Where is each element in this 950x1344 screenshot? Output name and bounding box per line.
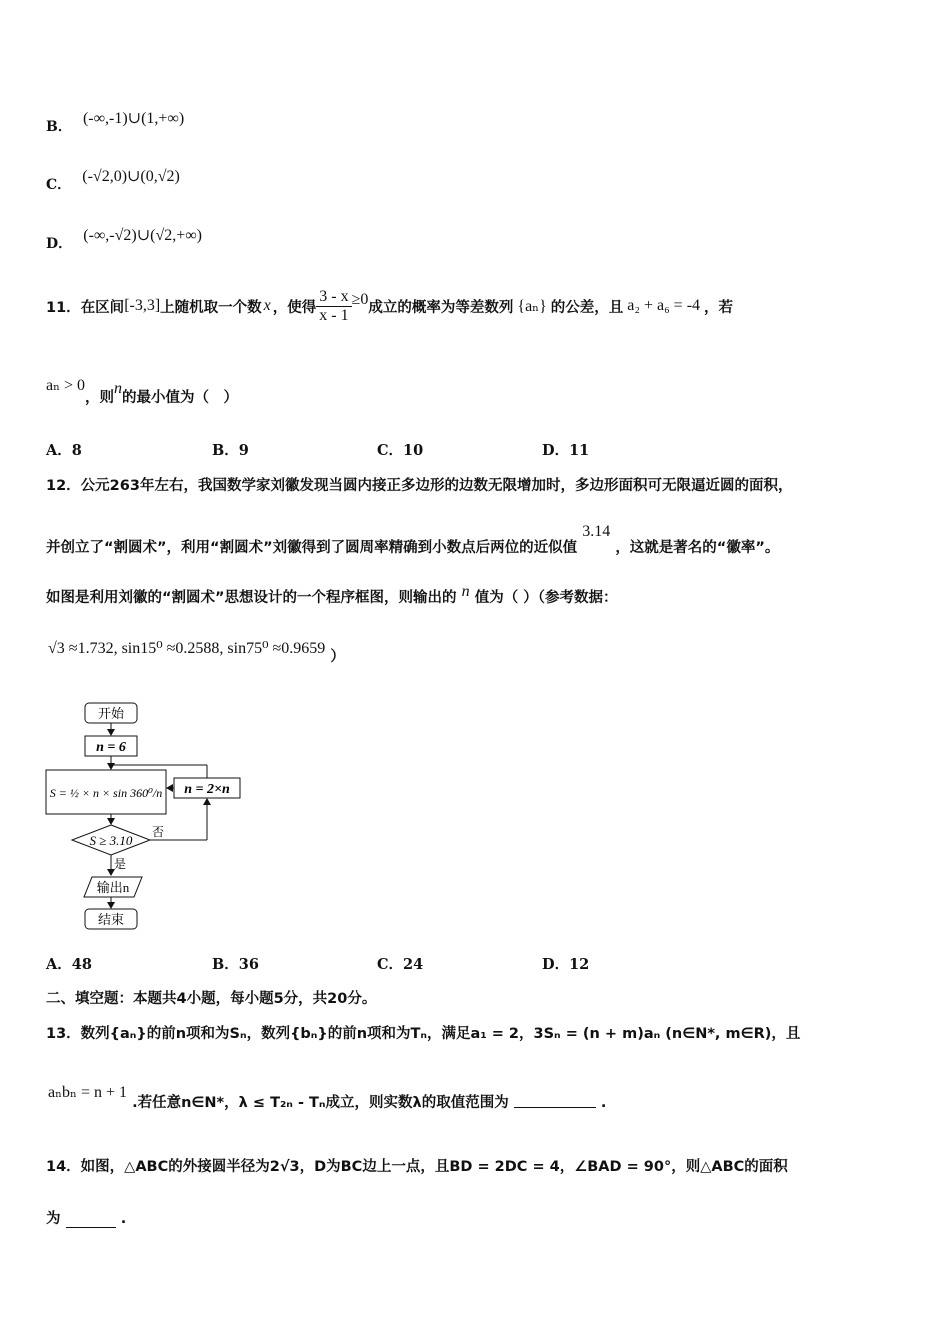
var-n: n — [114, 379, 123, 397]
flow-update-text: n = 2×n — [184, 782, 230, 797]
flow-end-text: 结束 — [97, 912, 125, 927]
q14-stem-line1: 14．如图，△ABC的外接圆半径为2√3，D为BC边上一点，且BD = 2DC = 4，∠BAD = 90°，则△ABC的面积 — [46, 1159, 788, 1175]
flow-init-text: n = 6 — [96, 740, 126, 755]
stem-text: ，则 — [85, 390, 115, 406]
flow-decision-text: S ≥ 3.10 — [89, 833, 133, 848]
option-math: (-√2,0)∪(0,√2) — [82, 168, 180, 185]
q12-option-d: D．12 — [542, 956, 590, 973]
option-math: (-∞,-1)∪(1,+∞) — [82, 110, 185, 127]
stem-text: 值为（ ）（参考数据： — [474, 590, 618, 606]
flow-start-text: 开始 — [97, 706, 125, 721]
q10-option-d — [46, 225, 203, 252]
q12-reference-data — [48, 637, 345, 665]
q11-option-a: A．8 — [46, 442, 82, 459]
ge-zero: ≥0 — [351, 291, 369, 308]
stem-text: .若任意n∈N*，λ ≤ T₂ₙ - Tₙ成立，则实数λ的取值范围为 — [132, 1095, 509, 1111]
fraction — [316, 288, 351, 325]
q11-option-b: B．9 — [212, 442, 249, 459]
stem-text: ，若 — [704, 299, 734, 316]
q11-option-c: C．10 — [377, 442, 424, 459]
option-letter: C． — [46, 177, 72, 193]
section-heading: 二、填空题：本题共4小题，每小题5分，共20分。 — [46, 991, 377, 1007]
stem-text: 上随机取一个数 — [160, 299, 262, 316]
flow-yes-label: 是 — [114, 857, 127, 871]
seq-math: {aₙ} — [517, 298, 547, 315]
option-letter: B． — [46, 119, 72, 135]
question-number: 11． — [46, 299, 81, 316]
stem-text: 的最小值为（ ） — [122, 390, 239, 406]
an-positive-math: aₙ > 0 — [46, 376, 86, 394]
q12-stem-line1: 12．公元263年左右，我国数学家刘徽发现当圆内接正多边形的边数无限增加时，多边形面积可无限逼近圆的面积， — [46, 478, 793, 494]
stem-text: . — [120, 1211, 127, 1227]
stem-text: 为 — [46, 1211, 61, 1227]
answer-blank[interactable] — [514, 1091, 596, 1108]
flow-no-label: 否 — [152, 825, 165, 839]
stem-text: ，这就是著名的“徽率”。 — [615, 540, 780, 556]
stem-text: . — [600, 1095, 607, 1111]
stem-text: 并创立了“割圆术”，利用“割圆术”刘徽得到了圆周率精确到小数点后两位的近似值 — [46, 540, 578, 556]
fraction-denominator: x - 1 — [319, 306, 349, 324]
stem-text: ，使得 — [272, 299, 317, 316]
option-math: (-∞,-√2)∪(√2,+∞) — [83, 227, 203, 244]
var-n: n — [461, 583, 470, 600]
var-x: x — [263, 297, 271, 314]
flow-output-text: 输出n — [96, 880, 130, 895]
q10-option-b — [46, 108, 185, 135]
fraction-numerator: 3 - x — [316, 288, 351, 307]
stem-text: 在区间 — [80, 299, 125, 316]
q11-option-d: D．11 — [542, 442, 590, 459]
pi-approx: 3.14 — [582, 523, 611, 540]
q14-stem-line2 — [46, 1207, 126, 1228]
cond-math: a₂ + a₆ = -4 — [627, 297, 701, 314]
q11-stem-line2 — [46, 376, 239, 406]
q10-option-c — [46, 166, 180, 193]
q13-stem-line1: 13．数列{aₙ}的前n项和为Sₙ，数列{bₙ}的前n项和为Tₙ，满足a₁ = 2，3Sₙ = (n + m)aₙ (n∈N*, m∈R)，且 — [46, 1026, 801, 1042]
reference-values: √3 ≈1.732, sin15⁰ ≈0.2588, sin75⁰ ≈0.9659 — [48, 640, 326, 657]
q12-stem-line2 — [46, 520, 780, 556]
q12-stem-line3 — [46, 582, 618, 606]
stem-text: 如图是利用刘徽的“割圆术”思想设计的一个程序框图，则输出的 — [46, 590, 457, 606]
stem-text: 成立的概率为等差数列 — [368, 299, 514, 316]
option-letter: D． — [46, 236, 73, 252]
answer-blank[interactable] — [66, 1211, 116, 1228]
q12-option-a: A．48 — [46, 956, 92, 973]
closing-paren: ） — [330, 649, 345, 665]
flow-formula-text: S = ½ × n × sin 360⁰/n — [49, 786, 163, 800]
anbn-math: aₙbₙ = n + 1 — [48, 1084, 127, 1101]
q13-stem-line2 — [48, 1084, 607, 1111]
flowchart — [40, 695, 260, 940]
stem-text: 的公差，且 — [550, 299, 624, 316]
q11-stem-line1 — [46, 280, 733, 332]
interval-math: [-3,3] — [124, 297, 161, 314]
q12-option-c: C．24 — [377, 956, 424, 973]
q12-option-b: B．36 — [212, 956, 259, 973]
